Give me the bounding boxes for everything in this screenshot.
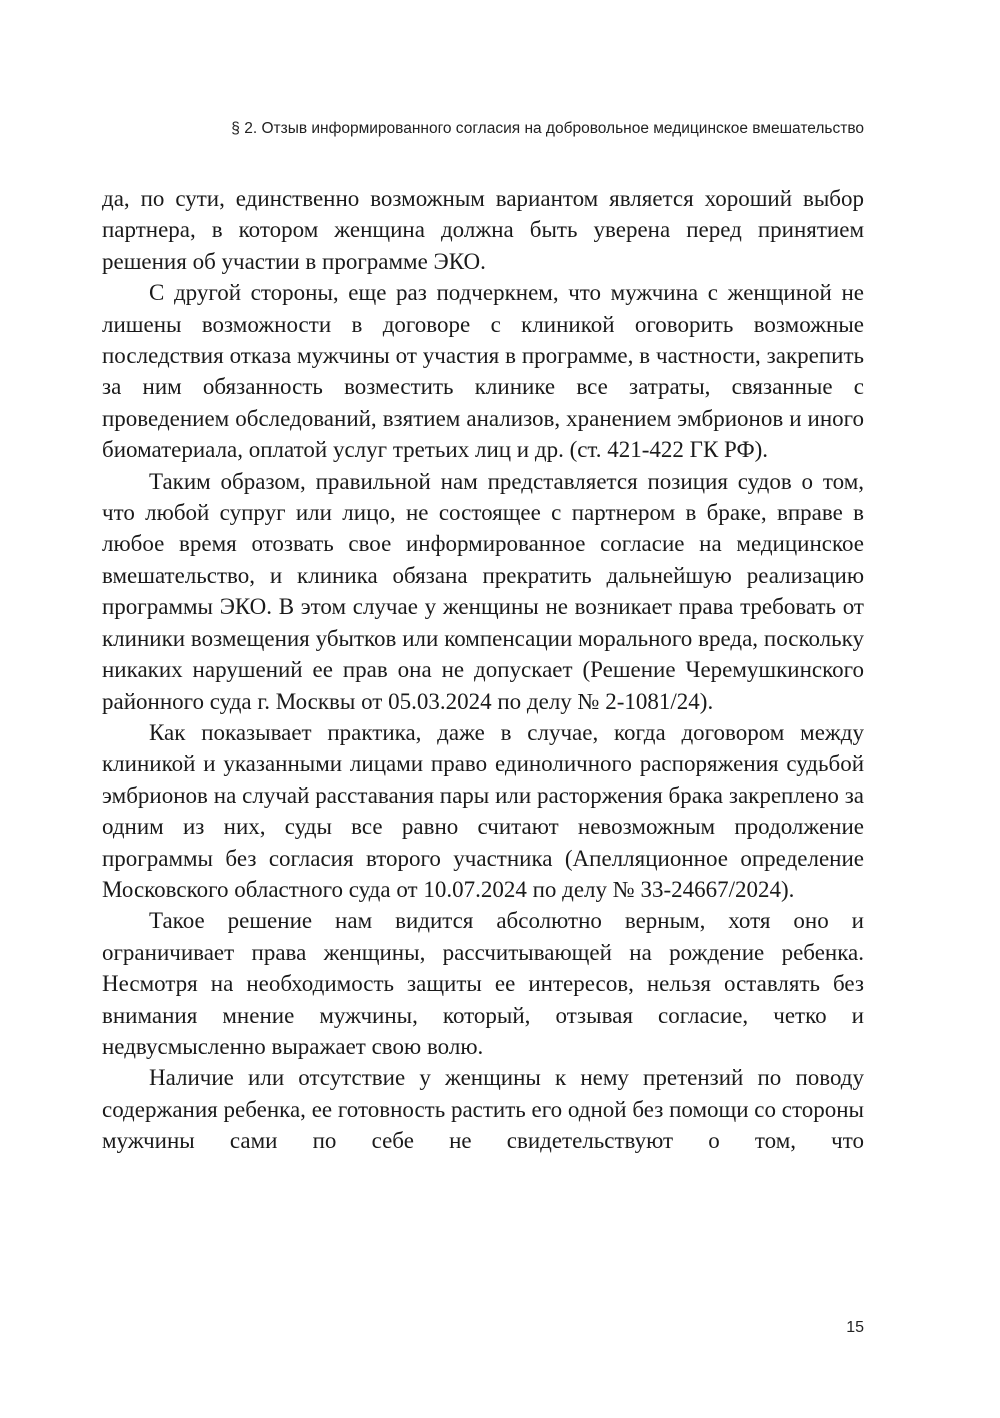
paragraph-6: Наличие или отсутствие у женщины к нему претензий по поводу содержания ребенка, ее готовность растить его одной без помощи со стороны мужчины сами по себе не свидетельствуют о том, что <box>102 1065 864 1154</box>
paragraph-5: Такое решение нам видится абсолютно верным, хотя оно и ограничивает права женщины, рассчитывающей на рождение ребенка. Несмотря на необходимость защиты ее интересов, нельзя оставлять без внимания мнение мужчины, который, отзывая согласие, четко и недвусмысленно выражает свою волю. <box>102 908 864 1059</box>
body-text <box>102 183 864 1157</box>
paragraph-1: да, по сути, единственно возможным вариантом является хороший выбор партнера, в котором женщина должна быть уверена перед принятием решения об участии в программе ЭКО. <box>102 186 864 274</box>
page-number: 15 <box>846 1319 864 1336</box>
paragraph-2: С другой стороны, еще раз подчеркнем, что мужчина с женщиной не лишены возможности в договоре с клиникой оговорить возможные последствия отказа мужчины от участия в программе, в частности, закрепить за ним обязанность возместить клинике все затраты, связанные с проведением обследований, взятием анализов, хранением эмбрионов и иного биоматериала, оплатой услуг третьих лиц и др. (ст. 421-422 ГК РФ). <box>102 280 864 463</box>
running-header: § 2. Отзыв информированного согласия на добровольное медицинское вмешательство <box>231 120 864 137</box>
paragraph-4: Как показывает практика, даже в случае, когда договором между клиникой и указанными лицами право единоличного распоряжения судьбой эмбрионов на случай расставания пары или расторжения брака закреплено за одним из них, суды все равно считают невозможным продолжение программы без согласия второго участника (Апелляционное определение Московского областного суда от 10.07.2024 по делу № 33-24667/2024). <box>102 719 864 902</box>
paragraph-3: Таким образом, правильной нам представляется позиция судов о том, что любой супруг или лицо, не состоящее с партнером в браке, вправе в любое время отозвать свое информированное согласие на медицинское вмешательство, и клиника обязана прекратить дальнейшую реализацию программы ЭКО. В этом случае у женщины не возникает права требовать от клиники возмещения убытков или компенсации морального вреда, поскольку никаких нарушений ее прав она не допускает (Решение Черемушкинского районного суда г. Москвы от 05.03.2024 по делу № 2-1081/24). <box>102 468 864 714</box>
